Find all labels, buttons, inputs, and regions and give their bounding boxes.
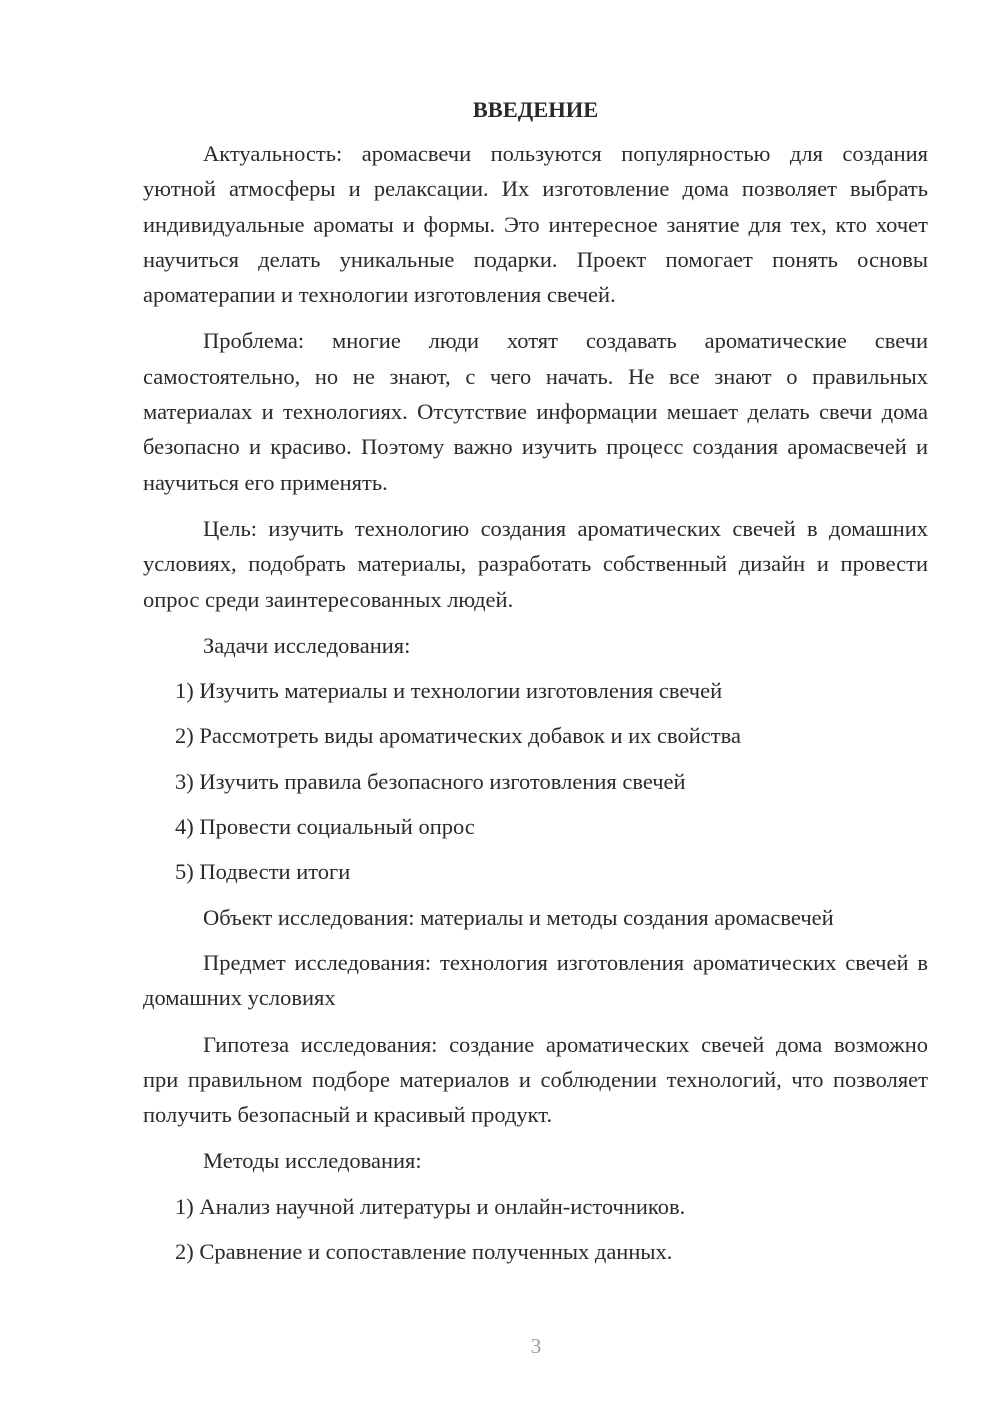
goal-paragraph: Цель: изучить технологию создания ароматических свечей в домашних условиях, подобрать материалы, разработать собственный дизайн и провести опрос среди заинтересованных людей. bbox=[143, 515, 928, 612]
task-item: 5) Подвести итоги bbox=[175, 859, 351, 885]
method-item: 1) Анализ научной литературы и онлайн-источников. bbox=[175, 1193, 686, 1219]
method-item: 2) Сравнение и сопоставление полученных данных. bbox=[175, 1239, 673, 1265]
object-paragraph: Объект исследования: материалы и методы создания аромасвечей bbox=[203, 904, 834, 930]
tasks-heading: Задачи исследования: bbox=[203, 632, 411, 658]
subject-paragraph: Предмет исследования: технология изготовления ароматических свечей в домашних условиях bbox=[143, 949, 928, 1011]
methods-heading: Методы исследования: bbox=[203, 1148, 422, 1174]
task-item: 2) Рассмотреть виды ароматических добавок и их свойства bbox=[175, 723, 741, 749]
section-title: ВВЕДЕНИЕ bbox=[472, 97, 599, 122]
relevance-paragraph: Актуальность: аромасвечи пользуются популярностью для создания уютной атмосферы и релаксации. Их изготовление дома позволяет выбрать индивидуальные ароматы и формы. Это интересное занятие для тех, кто хочет научиться делать уникальные подарки. Проект помогает понять основы ароматерапии и технологии изготовления свечей. bbox=[143, 141, 928, 308]
page-number: 3 bbox=[530, 1334, 542, 1358]
task-item: 4) Провести социальный опрос bbox=[175, 814, 475, 840]
task-item: 3) Изучить правила безопасного изготовления свечей bbox=[175, 768, 686, 794]
hypothesis-paragraph: Гипотеза исследования: создание ароматических свечей дома возможно при правильном подборе материалов и соблюдении технологий, что позволяет получить безопасный и красивый продукт. bbox=[143, 1031, 928, 1128]
task-item: 1) Изучить материалы и технологии изготовления свечей bbox=[175, 678, 723, 704]
page-content bbox=[143, 96, 928, 1279]
problem-paragraph: Проблема: многие люди хотят создавать ароматические свечи самостоятельно, но не знают, с чего начать. Не все знают о правильных материалах и технологиях. Отсутствие информации мешает делать свечи дома безопасно и красиво. Поэтому важно изучить процесс создания аромасвечей и научиться его применять. bbox=[143, 328, 928, 495]
